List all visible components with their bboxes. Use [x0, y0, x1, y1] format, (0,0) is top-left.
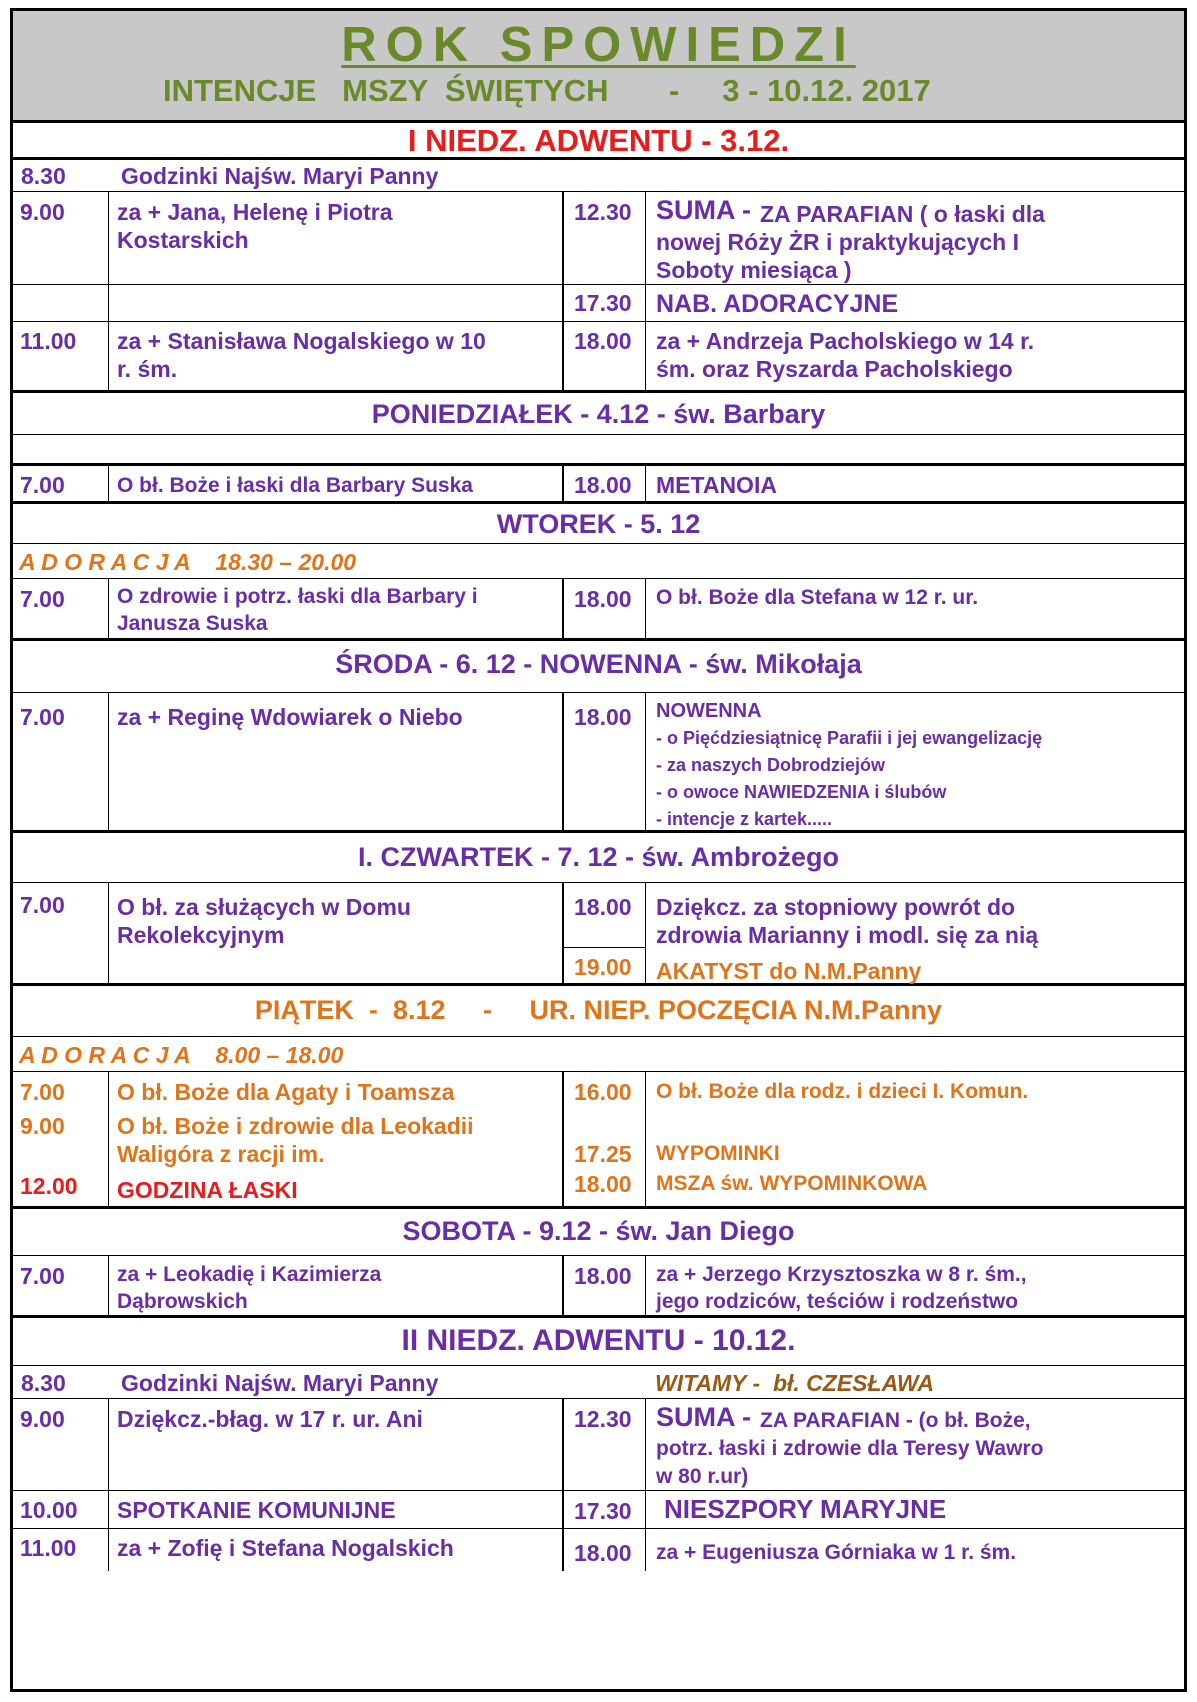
mass-intention: NAB. ADORACYJNE [656, 290, 899, 318]
mass-time: 17.30 [574, 1498, 632, 1524]
mass-intention: O bł. Boże dla rodz. i dzieci I. Komun. [656, 1080, 1029, 1103]
mass-intention: SPOTKANIE KOMUNIJNE [117, 1497, 396, 1523]
mass-intention: O bł. Boże dla Agaty i Toamsza [117, 1079, 455, 1105]
mass-intention: NIESZPORY MARYJNE [664, 1494, 947, 1524]
day-heading-sunday-1: I NIEDZ. ADWENTU - 3.12. [13, 123, 1184, 160]
day-heading-wednesday: ŚRODA - 6. 12 - NOWENNA - św. Mikołaja [13, 641, 1184, 693]
mass-intention: ZA PARAFIAN - (o bł. Boże, potrz. łaski i zdrowie dla Teresy Wawro w 80 r.ur) [656, 1409, 1044, 1488]
day-heading-sunday-2: II NIEDZ. ADWENTU - 10.12. [13, 1318, 1184, 1366]
mass-time: 11.00 [20, 328, 77, 354]
mass-time: 7.00 [20, 704, 65, 730]
mass-intention: WYPOMINKI [656, 1142, 780, 1165]
mass-time: 12.30 [574, 1406, 632, 1432]
mass-intention: AKATYST do N.M.Panny [656, 958, 922, 984]
mass-intention: MSZA św. WYPOMINKOWA [656, 1172, 928, 1195]
mass-time: 18.00 [574, 1171, 632, 1197]
page-subtitle: INTENCJE MSZY ŚWIĘTYCH - 3 - 10.12. 2017 [163, 73, 931, 108]
mass-intention: O bł. Boże i zdrowie dla Leokadii Waligóra z racji im. [117, 1113, 474, 1167]
mass-intention: za + Reginę Wdowiarek o Niebo [117, 704, 463, 730]
schedule-row [13, 1491, 1184, 1529]
mass-time: 7.00 [20, 1263, 65, 1289]
mass-time: 12.30 [574, 199, 632, 225]
schedule-sheet [10, 8, 1187, 1692]
schedule-row [13, 322, 1184, 393]
mass-intention: Dziękcz. za stopniowy powrót do zdrowia Marianny i modl. się za nią [656, 894, 1039, 948]
mass-time: 18.00 [574, 1263, 632, 1289]
novena-title: NOWENNA [656, 700, 762, 722]
empty-row [13, 435, 1184, 466]
page-title: ROK SPOWIEDZI [341, 18, 856, 72]
mass-intention: za + Eugeniusza Górniaka w 1 r. śm. [656, 1541, 1017, 1564]
schedule-row [13, 579, 1184, 641]
mass-intention: Godzinki Najśw. Maryi Panny [121, 1370, 439, 1396]
novena-intentions: - o Pięćdziesiątnicę Parafii i jej ewangelizację - za naszych Dobrodziejów - o owoce NAWIEDZENIA i ślubów - intencje z kartek..... [656, 728, 1043, 829]
day-heading-thursday: I. CZWARTEK - 7. 12 - św. Ambrożego [13, 833, 1184, 883]
mass-time: 19.00 [574, 954, 632, 980]
mass-intention: O bł. Boże dla Stefana w 12 r. ur. [656, 586, 979, 609]
mass-intention: GODZINA ŁASKI [117, 1177, 298, 1203]
adoration-label: A D O R A C J A 18.30 – 20.00 [19, 549, 357, 575]
mass-time: 10.00 [20, 1497, 78, 1523]
schedule-row [13, 1366, 1184, 1399]
suma-label: SUMA - [656, 1402, 751, 1432]
mass-intention: za + Andrzeja Pacholskiego w 14 r. śm. oraz Ryszarda Pacholskiego [656, 328, 1035, 382]
schedule-row [13, 1256, 1184, 1318]
mass-time: 16.00 [574, 1079, 632, 1105]
mass-time: 18.00 [574, 1540, 632, 1566]
mass-intention: O bł. Boże i łaski dla Barbary Suska [117, 474, 473, 497]
schedule-row [13, 192, 1184, 285]
mass-time: 18.00 [574, 472, 632, 498]
mass-time: 18.00 [574, 328, 632, 354]
schedule-row [13, 466, 1184, 504]
mass-intention: ZA PARAFIAN ( o łaski dla nowej Róży ŻR i praktykujących I Soboty miesiąca ) [656, 201, 1045, 283]
mass-intention: Godzinki Najśw. Maryi Panny [121, 163, 439, 189]
mass-time: 18.00 [574, 704, 632, 730]
mass-time: 7.00 [20, 586, 65, 612]
schedule-row [13, 1529, 1184, 1571]
welcome-note: WITAMY - bł. CZESŁAWA [655, 1370, 934, 1396]
mass-time: 9.00 [20, 199, 65, 225]
mass-intention: za + Jana, Helenę i Piotra Kostarskich [117, 199, 393, 253]
mass-time: 9.00 [20, 1406, 65, 1432]
mass-intention: O bł. za służących w Domu Rekolekcyjnym [117, 894, 411, 948]
day-heading-friday: PIĄTEK - 8.12 - UR. NIEP. POCZĘCIA N.M.Panny [13, 986, 1184, 1037]
mass-intention: za + Jerzego Krzysztoszka w 8 r. śm., jego rodziców, teściów i rodzeństwo [656, 1263, 1027, 1313]
schedule-row [13, 693, 1184, 833]
mass-intention: Dziękcz.-błag. w 17 r. ur. Ani [117, 1406, 423, 1432]
day-heading-tuesday: WTOREK - 5. 12 [13, 504, 1184, 544]
adoration-row [13, 544, 1184, 579]
day-heading-monday: PONIEDZIAŁEK - 4.12 - św. Barbary [13, 393, 1184, 435]
mass-intention: za + Zofię i Stefana Nogalskich [117, 1535, 454, 1561]
mass-intention: za + Leokadię i Kazimierza Dąbrowskich [117, 1263, 382, 1313]
header [13, 11, 1184, 123]
suma-label: SUMA - [656, 195, 751, 225]
schedule-row [13, 160, 1184, 192]
schedule-row [13, 1399, 1184, 1491]
mass-intention: O zdrowie i potrz. łaski dla Barbary i Janusza Suska [117, 585, 478, 635]
adoration-row [13, 1037, 1184, 1072]
schedule-row [13, 883, 1184, 986]
mass-time: 7.00 [20, 472, 65, 498]
mass-time: 17.30 [574, 290, 632, 316]
schedule-row [13, 1072, 1184, 1209]
mass-intention: METANOIA [656, 472, 777, 498]
mass-time: 17.25 [574, 1141, 632, 1167]
mass-time: 7.00 [20, 892, 65, 918]
mass-time: 9.00 [20, 1113, 65, 1139]
mass-time: 12.00 [20, 1173, 78, 1199]
day-heading-saturday: SOBOTA - 9.12 - św. Jan Diego [13, 1209, 1184, 1256]
mass-time: 8.30 [21, 163, 66, 189]
schedule-row [13, 285, 1184, 322]
mass-time: 18.00 [574, 894, 632, 920]
mass-time: 18.00 [574, 586, 632, 612]
mass-time: 11.00 [20, 1535, 77, 1561]
adoration-label: A D O R A C J A 8.00 – 18.00 [19, 1042, 344, 1068]
mass-intention: za + Stanisława Nogalskiego w 10 r. śm. [117, 328, 486, 382]
mass-time: 7.00 [20, 1079, 65, 1105]
mass-time: 8.30 [21, 1370, 66, 1396]
